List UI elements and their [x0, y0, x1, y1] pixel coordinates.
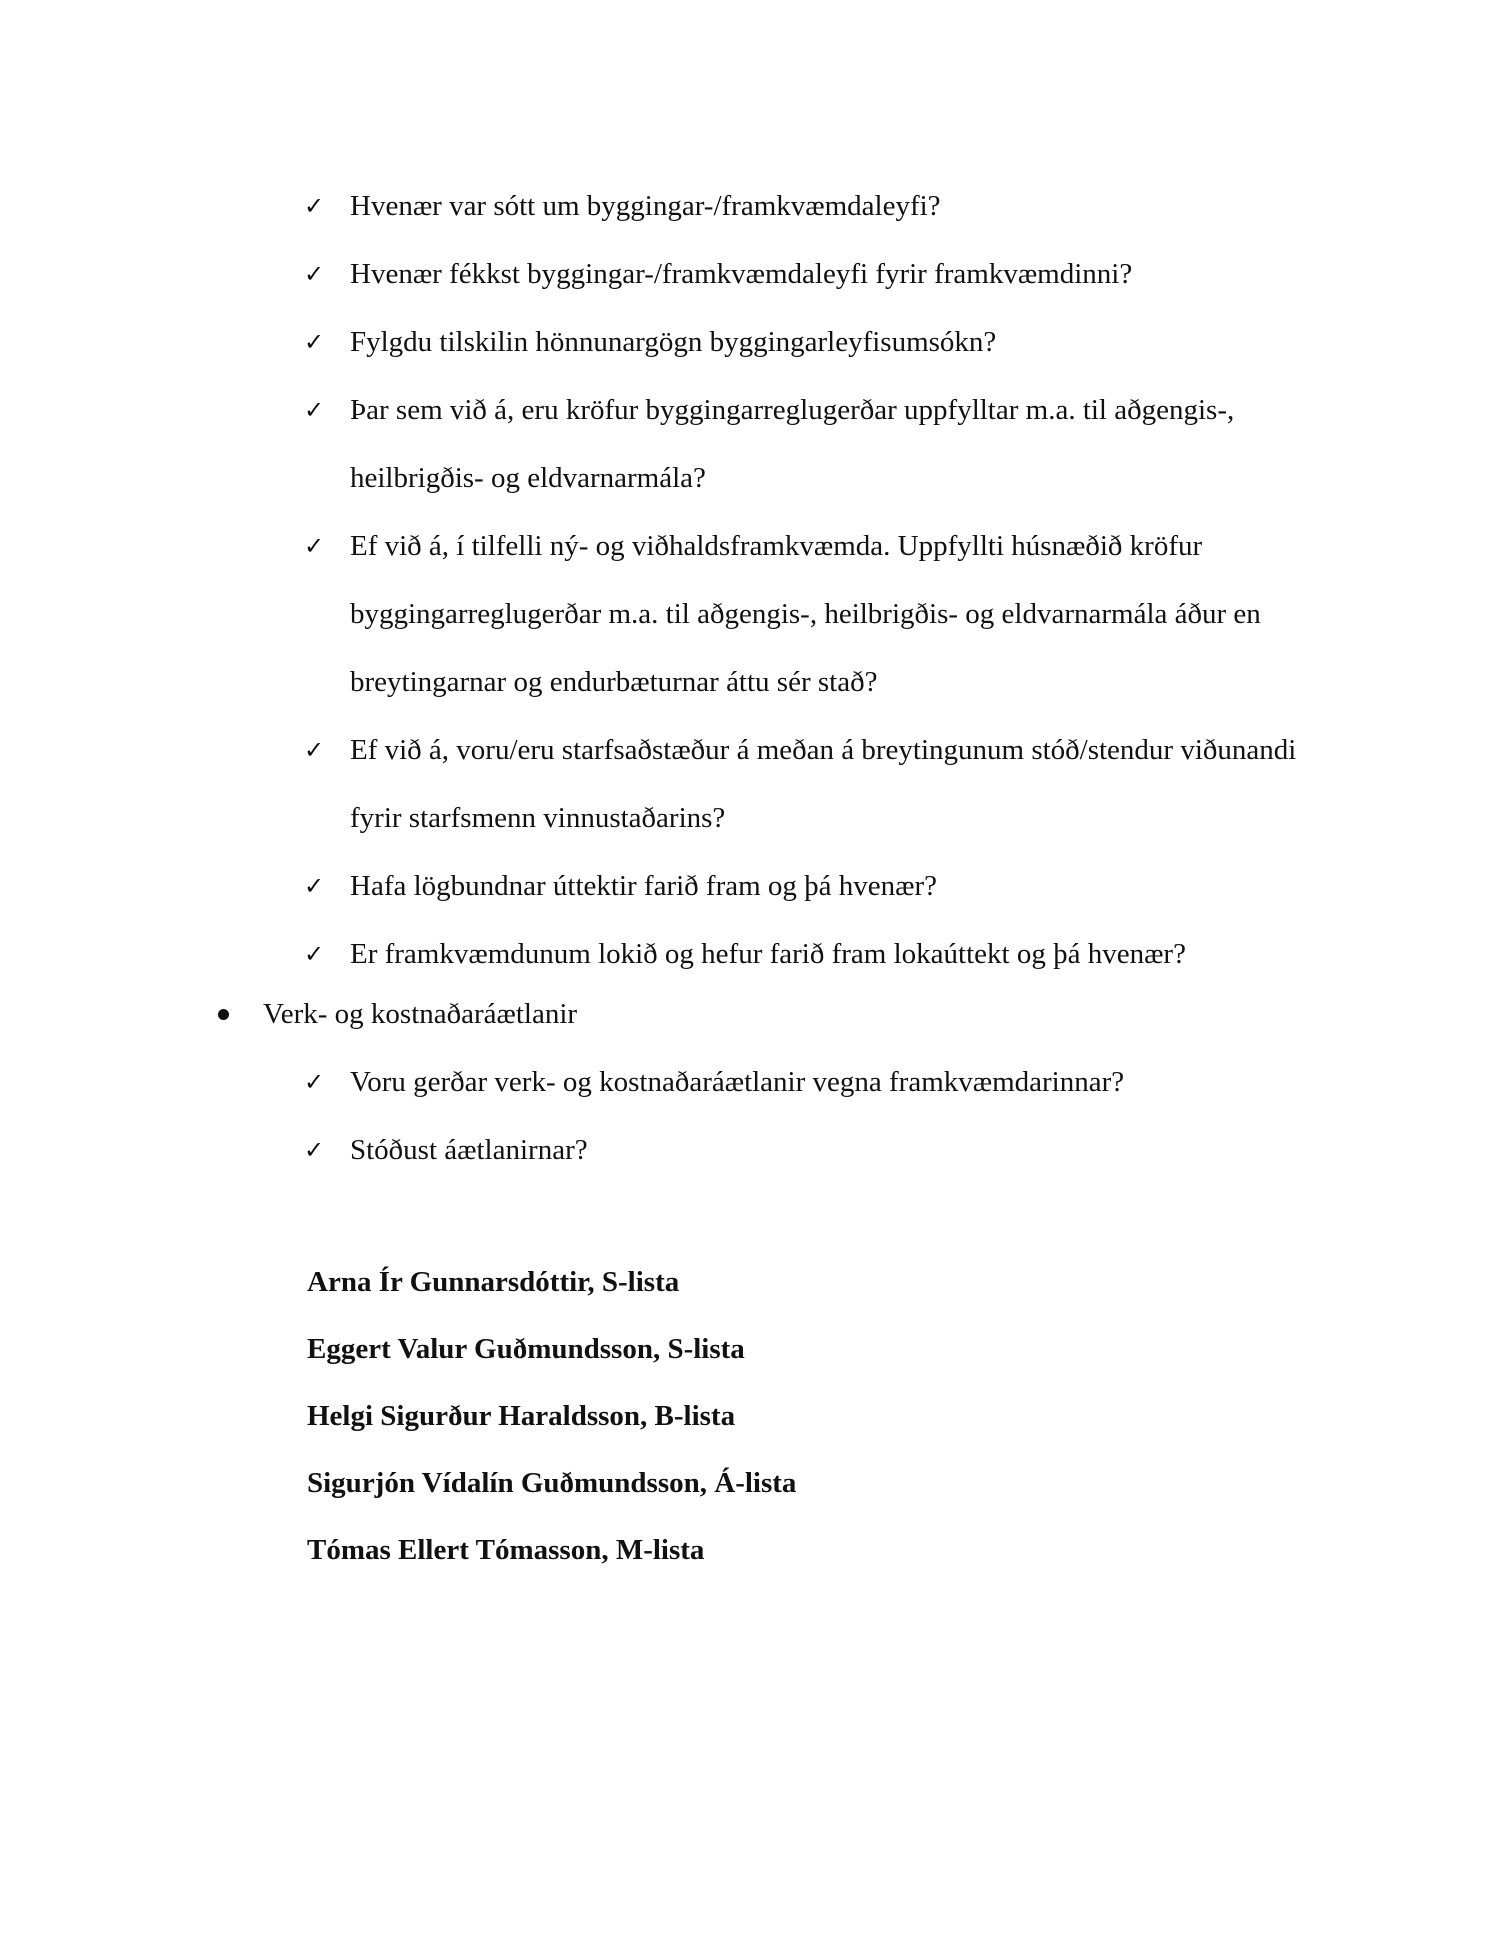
checklist-item	[0, 1048, 1320, 1116]
checklist-item	[0, 716, 1320, 852]
checkmark-icon: ✓	[304, 872, 325, 900]
checklist-item-text: Þar sem við á, eru kröfur byggingarreglugerðar uppfylltar m.a. til aðgengis-, heilbrigðis- og eldvarnarmála?	[350, 394, 1235, 494]
checklist-item-text: Er framkvæmdunum lokið og hefur farið fram lokaúttekt og þá hvenær?	[350, 938, 1186, 970]
signatory-name: Eggert Valur Guðmundsson, S-lista	[307, 1333, 745, 1365]
signatory-name: Arna Ír Gunnarsdóttir, S-lista	[307, 1266, 680, 1298]
checklist-item	[0, 512, 1320, 716]
signatory-name: Sigurjón Vídalín Guðmundsson, Á-lista	[307, 1467, 797, 1499]
checklist-item	[0, 172, 1320, 240]
checklist-item	[0, 308, 1320, 376]
checkmark-icon: ✓	[304, 1068, 325, 1096]
checklist-item-text: Voru gerðar verk- og kostnaðaráætlanir vegna framkvæmdarinnar?	[350, 1066, 1125, 1098]
checkmark-icon: ✓	[304, 940, 325, 968]
checklist-item-text: Hvenær fékkst byggingar-/framkvæmdaleyfi fyrir framkvæmdinni?	[350, 258, 1133, 290]
checklist-item-text: Fylgdu tilskilin hönnunargögn byggingarleyfisumsókn?	[350, 326, 997, 358]
checklist-item-text: Hvenær var sótt um byggingar-/framkvæmdaleyfi?	[350, 190, 941, 222]
checklist-item	[0, 852, 1320, 920]
signature-list	[307, 1249, 796, 1584]
checkmark-icon: ✓	[304, 396, 325, 424]
checklist-estimates	[0, 1048, 1500, 1184]
signatory-name: Tómas Ellert Tómasson, M-lista	[307, 1534, 705, 1566]
checkmark-icon: ✓	[304, 260, 325, 288]
checkmark-icon: ✓	[304, 192, 325, 220]
checkmark-icon: ✓	[304, 328, 325, 356]
checkmark-icon: ✓	[304, 736, 325, 764]
checklist-item	[0, 920, 1320, 988]
section-heading: Verk- og kostnaðaráætlanir	[263, 998, 578, 1030]
checklist-item-text: Stóðust áætlanirnar?	[350, 1134, 588, 1166]
bullet-icon	[218, 1009, 229, 1020]
checkmark-icon: ✓	[304, 1136, 325, 1164]
signatory-name: Helgi Sigurður Haraldsson, B-lista	[307, 1400, 736, 1432]
checklist-item-text: Hafa lögbundnar úttektir farið fram og þá hvenær?	[350, 870, 938, 902]
checklist-item	[0, 1116, 1320, 1184]
checklist-item	[0, 376, 1320, 512]
checklist-item-text: Ef við á, í tilfelli ný- og viðhaldsframkvæmda. Uppfyllti húsnæðið kröfur byggingarreglugerðar m.a. til aðgengis-, heilbrigðis- og eldvarnarmála áður en breytingarnar og endurbæturnar áttu sér stað?	[350, 530, 1261, 698]
checklist-item-text: Ef við á, voru/eru starfsaðstæður á meðan á breytingunum stóð/stendur viðunandi fyrir starfsmenn vinnustaðarins?	[350, 734, 1297, 834]
checklist-item	[0, 240, 1320, 308]
checkmark-icon: ✓	[304, 532, 325, 560]
checklist-permits	[0, 172, 1500, 988]
